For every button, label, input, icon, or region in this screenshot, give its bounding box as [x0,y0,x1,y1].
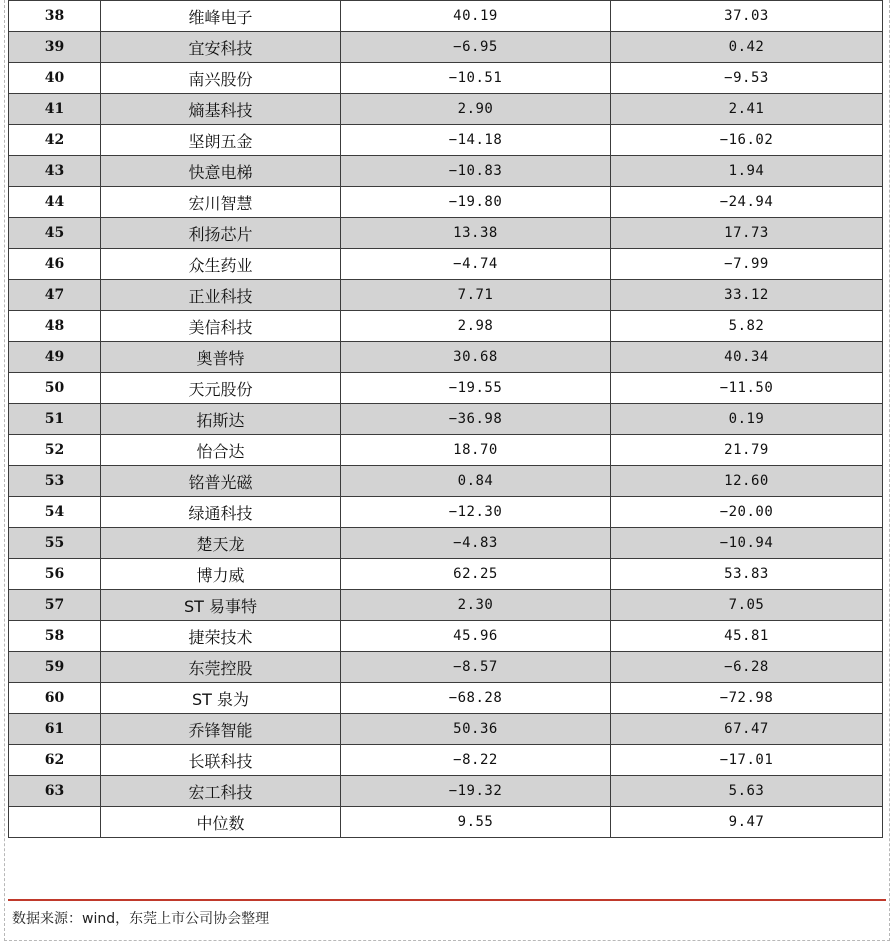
company-name-cell: ST 易事特 [101,590,341,621]
row-number-cell: 38 [9,1,101,32]
row-number-cell: 59 [9,652,101,683]
table-row [9,807,883,838]
table-row [9,249,883,280]
table-row [9,528,883,559]
company-name-cell: 怡合达 [101,435,341,466]
value-1-cell: 13.38 [341,218,611,249]
value-1-cell: −68.28 [341,683,611,714]
value-1-cell: 40.19 [341,1,611,32]
company-name-cell: 南兴股份 [101,63,341,94]
value-2-cell: −6.28 [611,652,883,683]
table-row [9,683,883,714]
company-name-cell: 拓斯达 [101,404,341,435]
table-row [9,714,883,745]
value-2-cell: 33.12 [611,280,883,311]
company-name-cell: 宏川智慧 [101,187,341,218]
table-row [9,311,883,342]
value-2-cell: 67.47 [611,714,883,745]
value-2-cell: −11.50 [611,373,883,404]
company-name-cell: 美信科技 [101,311,341,342]
row-number-cell: 60 [9,683,101,714]
value-2-cell: −24.94 [611,187,883,218]
row-number-cell: 53 [9,466,101,497]
value-2-cell: −20.00 [611,497,883,528]
company-name-cell: 坚朗五金 [101,125,341,156]
company-name-cell: 捷荣技术 [101,621,341,652]
table-row [9,1,883,32]
row-number-cell: 52 [9,435,101,466]
value-1-cell: −10.83 [341,156,611,187]
row-number-cell: 43 [9,156,101,187]
row-number-cell: 57 [9,590,101,621]
value-1-cell: 45.96 [341,621,611,652]
value-2-cell: 37.03 [611,1,883,32]
table-row [9,280,883,311]
value-2-cell: 7.05 [611,590,883,621]
value-2-cell: 1.94 [611,156,883,187]
company-name-cell: ST 泉为 [101,683,341,714]
company-name-cell: 宏工科技 [101,776,341,807]
table-row [9,466,883,497]
row-number-cell: 48 [9,311,101,342]
table-row [9,373,883,404]
company-name-cell: 天元股份 [101,373,341,404]
value-1-cell: 2.98 [341,311,611,342]
row-number-cell: 51 [9,404,101,435]
table-row [9,776,883,807]
company-name-cell: 利扬芯片 [101,218,341,249]
table-row [9,497,883,528]
value-1-cell: −10.51 [341,63,611,94]
value-2-cell: −7.99 [611,249,883,280]
company-name-cell: 绿通科技 [101,497,341,528]
row-number-cell: 54 [9,497,101,528]
value-1-cell: −19.55 [341,373,611,404]
value-1-cell: −14.18 [341,125,611,156]
row-number-cell: 42 [9,125,101,156]
row-number-cell: 39 [9,32,101,63]
value-2-cell: −72.98 [611,683,883,714]
value-1-cell: 2.30 [341,590,611,621]
value-2-cell: 5.63 [611,776,883,807]
company-name-cell: 博力威 [101,559,341,590]
row-number-cell: 47 [9,280,101,311]
value-1-cell: −36.98 [341,404,611,435]
company-name-cell: 正业科技 [101,280,341,311]
value-2-cell: −10.94 [611,528,883,559]
row-number-cell: 44 [9,187,101,218]
table-row [9,745,883,776]
table-body [9,1,883,838]
table-row [9,218,883,249]
value-2-cell: 17.73 [611,218,883,249]
source-note: 数据来源：wind，东莞上市公司协会整理 [12,911,270,927]
row-number-cell: 56 [9,559,101,590]
row-number-cell: 58 [9,621,101,652]
divider-line [8,899,886,901]
company-name-cell: 长联科技 [101,745,341,776]
table-row [9,559,883,590]
value-2-cell: 0.19 [611,404,883,435]
value-2-cell: 0.42 [611,32,883,63]
value-1-cell: −4.83 [341,528,611,559]
value-1-cell: 30.68 [341,342,611,373]
value-2-cell: 2.41 [611,94,883,125]
row-number-cell: 62 [9,745,101,776]
row-number-cell: 40 [9,63,101,94]
table-row [9,404,883,435]
value-1-cell: −6.95 [341,32,611,63]
company-name-cell: 楚天龙 [101,528,341,559]
value-1-cell: 18.70 [341,435,611,466]
row-number-cell: 41 [9,94,101,125]
table-row [9,652,883,683]
value-1-cell: −8.57 [341,652,611,683]
table-row [9,125,883,156]
table-row [9,94,883,125]
row-number-cell: 55 [9,528,101,559]
row-number-cell [9,807,101,838]
row-number-cell: 61 [9,714,101,745]
row-number-cell: 46 [9,249,101,280]
table-row [9,435,883,466]
table-row [9,156,883,187]
table-row [9,63,883,94]
value-1-cell: −19.80 [341,187,611,218]
company-name-cell: 宜安科技 [101,32,341,63]
company-name-cell: 奥普特 [101,342,341,373]
value-2-cell: −17.01 [611,745,883,776]
table-row [9,621,883,652]
value-2-cell: 5.82 [611,311,883,342]
value-1-cell: 7.71 [341,280,611,311]
company-name-cell: 熵基科技 [101,94,341,125]
company-name-cell: 众生药业 [101,249,341,280]
value-1-cell: 50.36 [341,714,611,745]
row-number-cell: 63 [9,776,101,807]
company-name-cell: 维峰电子 [101,1,341,32]
value-2-cell: 45.81 [611,621,883,652]
row-number-cell: 45 [9,218,101,249]
data-table [8,0,883,838]
value-1-cell: 62.25 [341,559,611,590]
table-row [9,590,883,621]
table-row [9,342,883,373]
value-1-cell: −19.32 [341,776,611,807]
company-name-cell: 快意电梯 [101,156,341,187]
value-1-cell: 2.90 [341,94,611,125]
value-2-cell: 9.47 [611,807,883,838]
row-number-cell: 50 [9,373,101,404]
value-2-cell: 21.79 [611,435,883,466]
value-1-cell: 0.84 [341,466,611,497]
row-number-cell: 49 [9,342,101,373]
company-name-cell: 中位数 [101,807,341,838]
value-1-cell: −8.22 [341,745,611,776]
value-1-cell: 9.55 [341,807,611,838]
table-row [9,187,883,218]
value-2-cell: 53.83 [611,559,883,590]
table-row [9,32,883,63]
value-2-cell: −9.53 [611,63,883,94]
value-2-cell: 40.34 [611,342,883,373]
value-2-cell: 12.60 [611,466,883,497]
company-name-cell: 东莞控股 [101,652,341,683]
value-1-cell: −12.30 [341,497,611,528]
company-name-cell: 乔锋智能 [101,714,341,745]
value-2-cell: −16.02 [611,125,883,156]
value-1-cell: −4.74 [341,249,611,280]
company-name-cell: 铭普光磁 [101,466,341,497]
